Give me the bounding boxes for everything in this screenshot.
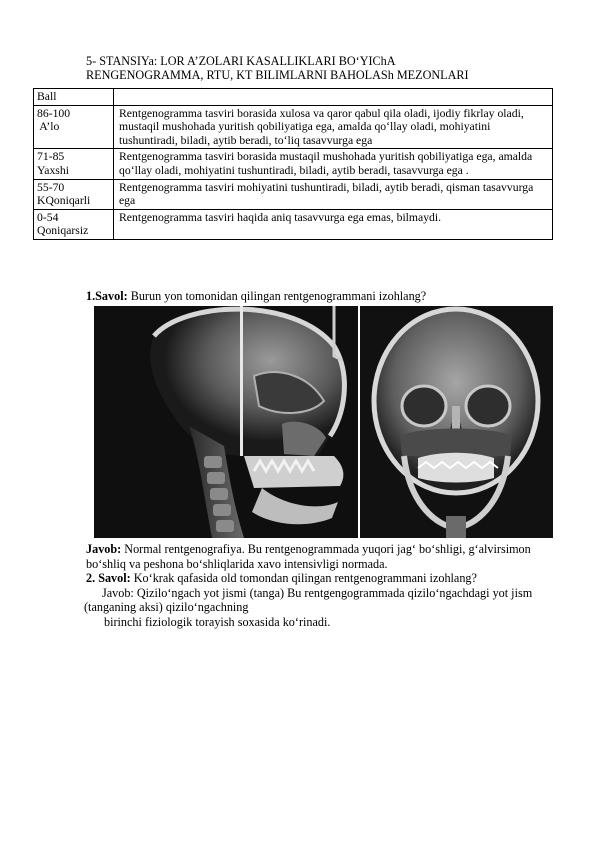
xray-skull-lateral-icon (94, 306, 358, 538)
grading-criteria-table (33, 88, 553, 240)
score-range: 55-70 (37, 180, 65, 194)
table-row (34, 149, 553, 179)
answer-2-line-1: Javob: Qizilo‘ngach yot jismi (tanga) Bu rentgengogrammada qizilo‘ngachdagi yot jism (tanganing aksi) qizilo‘ngachning (84, 585, 533, 614)
table-row (34, 105, 553, 149)
table-header-row (34, 89, 553, 106)
answer-2-line-2: birinchi fiziologik torayish soxasida ko‘rinadi. (104, 614, 331, 629)
score-cell (34, 149, 114, 179)
description-cell: Rentgenogramma tasviri borasida xulosa va qaror qabul qila oladi, ijodiy fikrlay oladi, mustaqil mushohada yuritish qobiliyatiga ega, amalda qo‘llay oladi, mohiyatini tushuntiradi, biladi, aytib beradi, to‘liq tasavvurga ega (114, 105, 553, 149)
score-range: 71-85 (37, 150, 65, 164)
description-cell: Rentgenogramma tasviri haqida aniq tasavvurga ega emas, bilmaydi. (114, 209, 553, 239)
heading-line-2: RENGENOGRAMMA, RTU, KT BILIMLARNI BAHOLASh MEZONLARI (86, 68, 469, 82)
answers-block (86, 542, 556, 629)
table-header-ball: Ball (34, 89, 114, 106)
question-2 (86, 571, 556, 586)
description-cell: Rentgenogramma tasviri mohiyatini tushuntiradi, biladi, aytib beradi, qisman tasavvurga ega (114, 179, 553, 209)
grade-label: KQoniqarli (37, 194, 91, 208)
grade-label: Yaxshi (37, 163, 69, 177)
table-header-empty (114, 89, 553, 106)
answer-1-label: Javob: (86, 542, 122, 556)
score-cell (34, 105, 114, 149)
score-cell (34, 209, 114, 239)
heading-line-1: 5- STANSIYa: LOR A’ZOLARI KASALLIKLARI BO‘YIChA (86, 54, 396, 68)
answer-1-text: Normal rentgenografiya. Bu rentgenogrammada yuqori jag‘ bo‘shligi, g‘alvirsimon bo‘shliq va peshona bo‘shliqlarida xavo intensivligi normada. (86, 542, 531, 571)
description-cell: Rentgenogramma tasviri borasida mustaqil mushohada yuritish qobiliyatiga ega, amalda qo‘llay oladi, mohiyatini tushuntiradi, biladi, aytib beradi, tasavvurga ega . (114, 149, 553, 179)
answer-1 (86, 542, 556, 571)
score-range: 86-100 (37, 106, 71, 120)
question-1-text: Burun yon tomonidan qilingan rentgenogrammani izohlang? (127, 289, 427, 303)
score-range: 0-54 (37, 210, 59, 224)
grade-label: Qoniqarsiz (37, 224, 89, 238)
table-row (34, 179, 553, 209)
score-cell (34, 179, 114, 209)
table-row (34, 209, 553, 239)
question-2-label: 2. Savol: (86, 571, 131, 585)
question-2-text: Ko‘krak qafasida old tomondan qilingan rentgenogrammani izohlang? (130, 571, 477, 585)
xray-skull-frontal-icon (360, 306, 553, 538)
grade-label: A’lo (37, 120, 60, 134)
question-1-label: 1.Savol: (86, 289, 128, 303)
question-1 (86, 289, 426, 304)
station-heading (86, 54, 566, 82)
